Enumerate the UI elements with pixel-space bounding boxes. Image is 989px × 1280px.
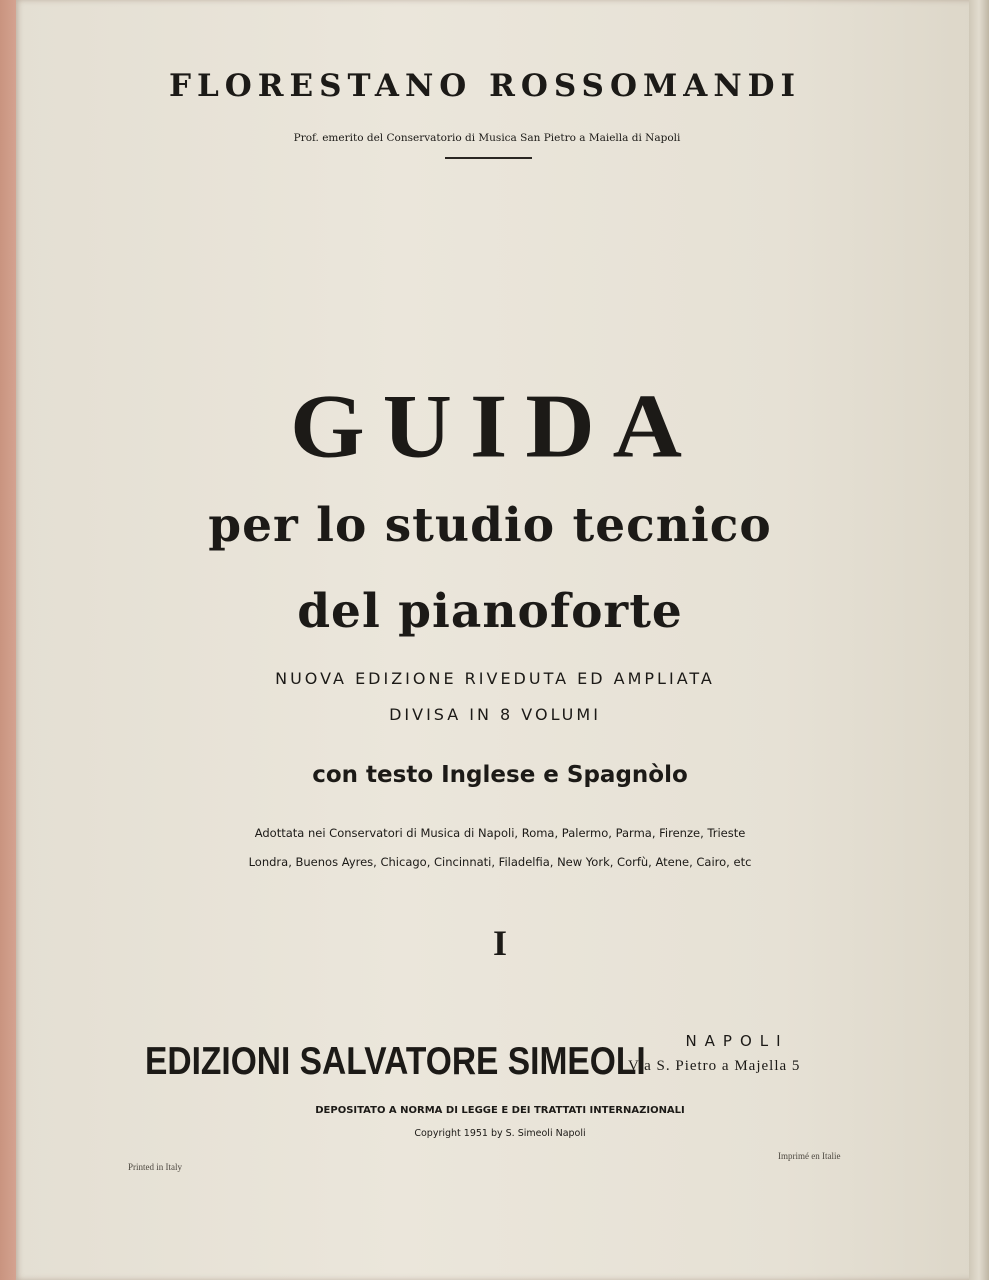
volume-number: I xyxy=(492,923,507,963)
book-subtitle-line2: del pianoforte xyxy=(297,584,683,639)
title-page xyxy=(16,0,974,1280)
book-title: GUIDA xyxy=(289,374,700,477)
author-name: FLORESTANO ROSSOMANDI xyxy=(168,68,802,104)
divider-rule xyxy=(445,157,532,159)
languages-note: con testo Inglese e Spagnòlo xyxy=(312,762,688,788)
author-credentials: Prof. emerito del Conservatorio di Musica San Pietro a Maiella di Napoli xyxy=(293,132,681,144)
legal-deposit-notice: DEPOSITATO A NORMA DI LEGGE E DEI TRATTATI INTERNAZIONALI xyxy=(315,1105,685,1116)
page-stack-edge xyxy=(969,0,989,1280)
imprime-note: Imprimé en Italie xyxy=(778,1151,841,1161)
publisher-city: NAPOLI xyxy=(685,1032,789,1050)
adoption-list-line2: Londra, Buenos Ayres, Chicago, Cincinnati, Filadelfia, New York, Corfù, Atene, Cairo, etc xyxy=(248,855,752,869)
volumes-note: DIVISA IN 8 VOLUMI xyxy=(389,705,601,724)
book-subtitle-line1: per lo studio tecnico xyxy=(208,498,772,553)
printed-in-note: Printed in Italy xyxy=(128,1162,182,1172)
publisher-address: Via S. Pietro a Majella 5 xyxy=(628,1058,801,1074)
copyright-notice: Copyright 1951 by S. Simeoli Napoli xyxy=(414,1128,586,1139)
edition-note: NUOVA EDIZIONE RIVEDUTA ED AMPLIATA xyxy=(275,669,715,688)
adoption-list-line1: Adottata nei Conservatori di Musica di Napoli, Roma, Palermo, Parma, Firenze, Trieste xyxy=(254,826,746,840)
publisher-name: EDIZIONI SALVATORE SIMEOLI xyxy=(145,1040,646,1083)
